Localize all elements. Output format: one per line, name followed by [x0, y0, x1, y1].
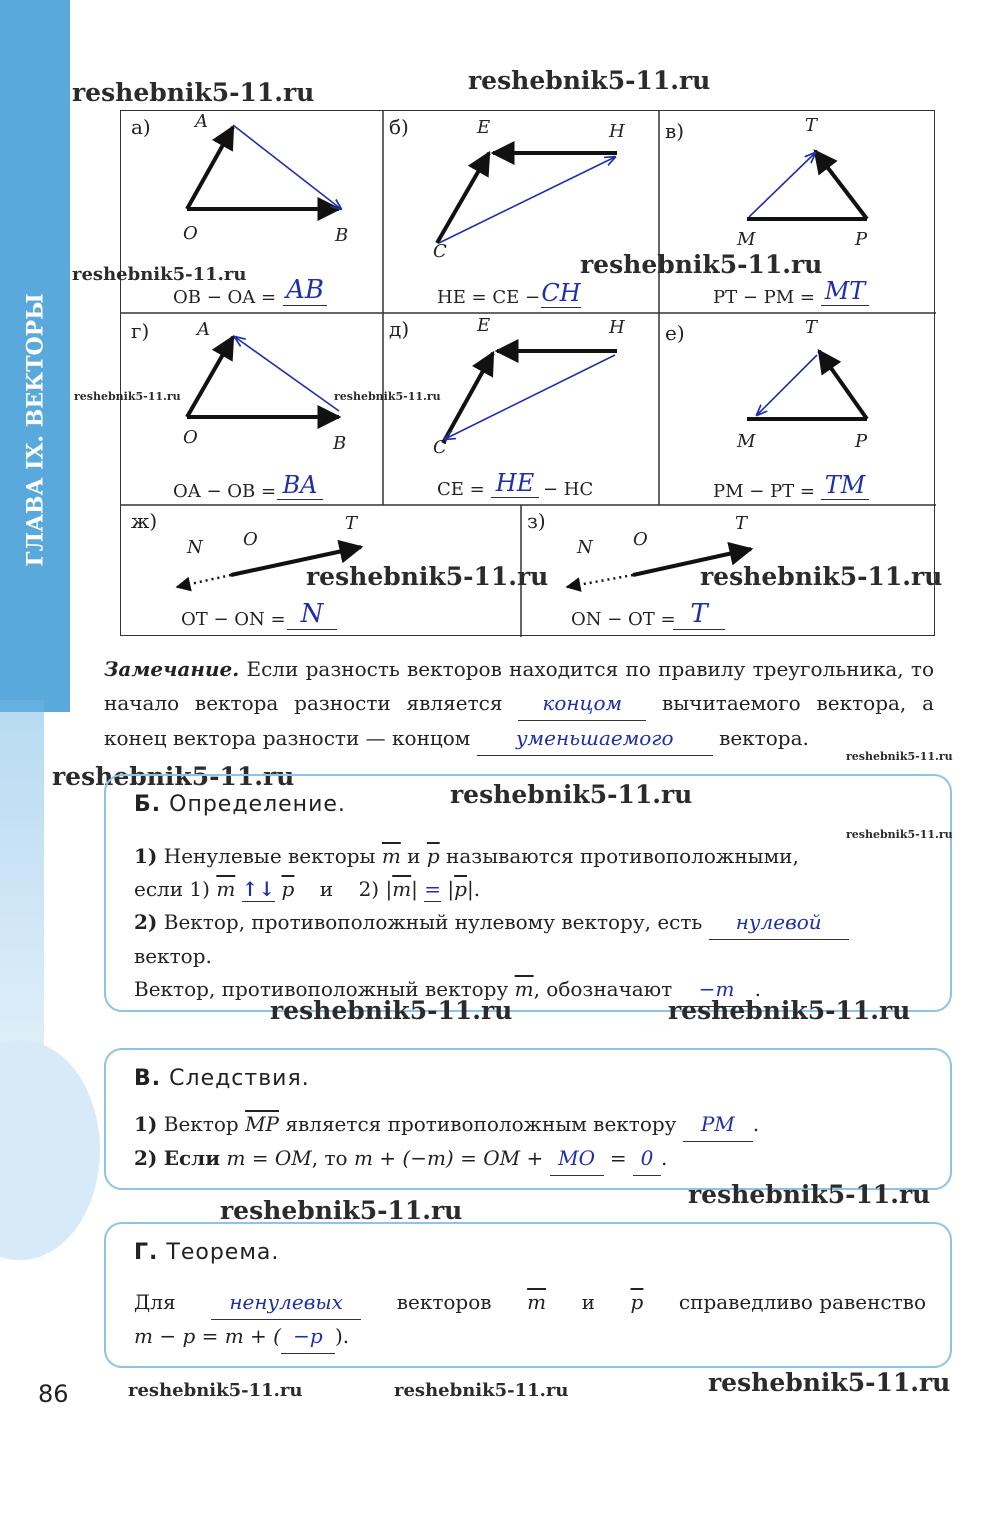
chapter-title: ГЛАВА IX. ВЕКТОРЫ	[23, 293, 49, 567]
point-label: O	[183, 223, 198, 244]
answer: =	[424, 877, 442, 901]
watermark: reshebnik5-11.ru	[334, 390, 441, 403]
watermark: reshebnik5-11.ru	[846, 828, 953, 841]
note-answer-2: уменьшаемого	[477, 721, 713, 756]
watermark: reshebnik5-11.ru	[468, 66, 711, 95]
point-label: H	[609, 121, 625, 142]
point-label: P	[855, 431, 868, 452]
theorem-text: Для ненулевых векторов $\overline{m}$ и $\overline{p}$ справедливо равенство m − p = m + ( −p ).	[134, 1286, 926, 1354]
point-label: A	[197, 319, 210, 340]
cell-label: в)	[665, 119, 685, 143]
point-label: E	[477, 315, 491, 336]
point-label: A	[195, 111, 208, 132]
point-label: C	[433, 437, 447, 458]
answer: HE	[491, 469, 539, 498]
vector-diagram-table	[120, 110, 935, 636]
watermark: reshebnik5-11.ru	[700, 562, 943, 591]
formula: HE = CE −	[437, 287, 541, 308]
theorem-title: Г. Теорема.	[134, 1240, 280, 1265]
watermark: reshebnik5-11.ru	[846, 750, 953, 763]
watermark: reshebnik5-11.ru	[708, 1368, 951, 1397]
definition-title: Б. Определение.	[134, 792, 346, 817]
answer: ненулевых	[211, 1286, 361, 1320]
formula: PT − PM =	[713, 287, 815, 308]
answer: AB	[283, 275, 327, 306]
answer: MO	[550, 1142, 604, 1176]
point-label: T	[345, 513, 358, 534]
watermark: reshebnik5-11.ru	[306, 562, 549, 591]
answer: 0	[633, 1142, 661, 1176]
formula: OA − OB =	[173, 481, 277, 502]
theorem-box	[104, 1222, 952, 1368]
point-label: O	[243, 529, 258, 550]
page-number: 86	[38, 1380, 69, 1408]
watermark: reshebnik5-11.ru	[72, 78, 315, 107]
point-label: B	[333, 433, 347, 454]
answer: нулевой	[709, 906, 849, 940]
formula: OT − ON =	[181, 609, 286, 630]
formula: ON − OT =	[571, 609, 676, 630]
cell-label: а)	[131, 115, 151, 139]
answer: TM	[821, 471, 869, 500]
formula: PM − PT =	[713, 481, 815, 502]
answer: N	[287, 599, 337, 630]
point-label: T	[735, 513, 748, 534]
consequences-title: В. Следствия.	[134, 1066, 310, 1091]
point-label: M	[737, 229, 756, 250]
cell-label: з)	[527, 509, 546, 533]
consequences-text: 1) Вектор $\overline{MP}$ является противоположным вектору PM . 2) Если m = OM, то m + (−m) = OM + MO = 0 .	[134, 1108, 934, 1176]
point-label: B	[335, 225, 349, 246]
point-label: N	[577, 537, 593, 558]
cell-label: е)	[665, 321, 685, 345]
watermark: reshebnik5-11.ru	[668, 996, 911, 1025]
point-label: N	[187, 537, 203, 558]
watermark: reshebnik5-11.ru	[688, 1180, 931, 1209]
answer: BA	[277, 471, 323, 500]
watermark: reshebnik5-11.ru	[74, 390, 181, 403]
formula: CE =	[437, 479, 485, 500]
diagram-svg	[121, 111, 936, 637]
note-answer-1: концом	[518, 686, 646, 721]
point-label: T	[805, 115, 818, 136]
point-label: P	[855, 229, 868, 250]
watermark: reshebnik5-11.ru	[394, 1380, 569, 1401]
watermark: reshebnik5-11.ru	[220, 1196, 463, 1225]
point-label: O	[633, 529, 648, 550]
watermark: reshebnik5-11.ru	[72, 264, 247, 285]
answer: PM	[683, 1108, 753, 1142]
cell-label: ж)	[131, 509, 158, 533]
watermark: reshebnik5-11.ru	[128, 1380, 303, 1401]
answer: ↑↓	[241, 877, 276, 901]
watermark: reshebnik5-11.ru	[52, 762, 295, 791]
answer: MT	[821, 277, 869, 306]
answer: T	[673, 599, 725, 630]
definition-text: 1) Ненулевые векторы $\overline{m}$ и $\overline{p}$ называются противоположными, если 1) $\overline{m}$ ↑↓ $\overline{p}$ и 2) $|\overline{m}| = |\overline{p}|$. 2) Вектор, противоположный нулевому вектору, есть нулевой вектор. Вектор, противоположный вектору $\overline{m}$, обозначают −m .	[134, 840, 934, 1007]
formula: − HC	[543, 479, 594, 500]
watermark: reshebnik5-11.ru	[450, 780, 693, 809]
point-label: O	[183, 427, 198, 448]
note-paragraph: Замечание. Если разность векторов находится по правилу треугольника, то начало вектора разности является концом вычитаемого вектора, а конец вектора разности — концом уменьшаемого вектора.	[104, 652, 934, 756]
point-label: H	[609, 317, 625, 338]
formula: OB − OA =	[173, 287, 277, 308]
watermark: reshebnik5-11.ru	[270, 996, 513, 1025]
point-label: M	[737, 431, 756, 452]
watermark: reshebnik5-11.ru	[580, 250, 823, 279]
cell-label: г)	[131, 319, 150, 343]
point-label: T	[805, 317, 818, 338]
cell-label: д)	[389, 317, 410, 341]
cell-label: б)	[389, 115, 409, 139]
note-label: Замечание.	[104, 657, 240, 681]
point-label: E	[477, 117, 491, 138]
point-label: C	[433, 241, 447, 262]
answer: −m	[679, 973, 755, 1007]
definition-box	[104, 774, 952, 1012]
answer: −p	[281, 1320, 335, 1354]
answer: CH	[541, 279, 581, 307]
sidebar-arc	[0, 1040, 100, 1260]
consequences-box	[104, 1048, 952, 1190]
